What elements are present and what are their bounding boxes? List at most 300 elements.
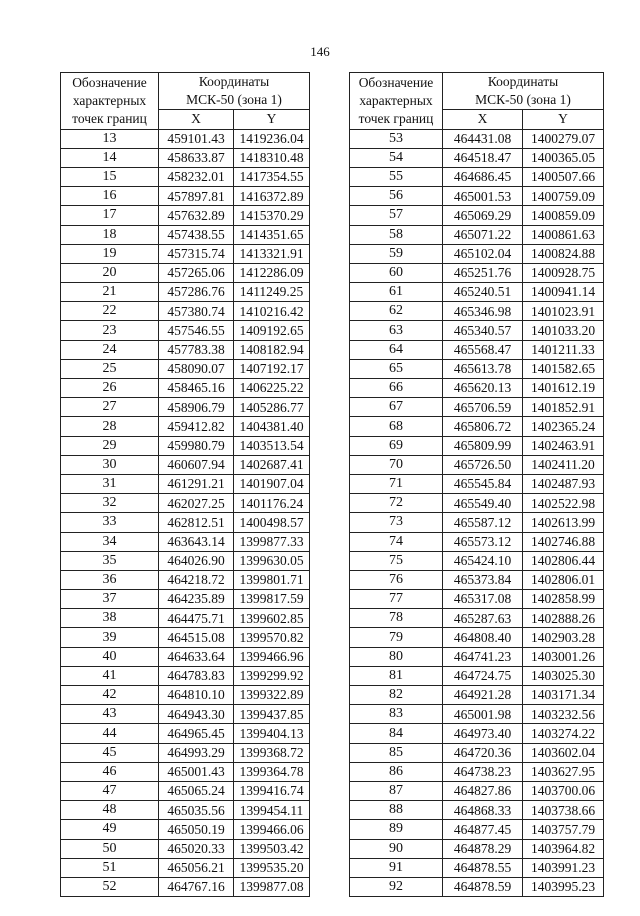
point-number-cell: 43 (61, 705, 159, 724)
point-number-cell: 34 (61, 532, 159, 551)
table-row (61, 705, 310, 724)
x-coordinate-cell: 465001.43 (159, 762, 234, 781)
x-coordinate-cell: 465549.40 (443, 494, 523, 513)
table-row (350, 686, 604, 705)
point-designation-header (61, 73, 159, 130)
table-body (61, 129, 310, 897)
x-coordinate-cell: 464827.86 (443, 781, 523, 800)
point-number-cell: 90 (350, 839, 443, 858)
table-row (61, 340, 310, 359)
x-coordinate-cell: 464767.16 (159, 877, 234, 896)
table-row (61, 417, 310, 436)
point-number-cell: 69 (350, 436, 443, 455)
y-coordinate-cell: 1403513.54 (234, 436, 310, 455)
table-row (350, 781, 604, 800)
header-line: характерных (72, 93, 147, 109)
y-coordinate-cell: 1399322.89 (234, 686, 310, 705)
x-coordinate-cell: 465346.98 (443, 302, 523, 321)
y-coordinate-cell: 1413321.91 (234, 244, 310, 263)
y-coordinate-cell: 1408182.94 (234, 340, 310, 359)
point-number-cell: 29 (61, 436, 159, 455)
table-row (350, 283, 604, 302)
x-coordinate-cell: 465568.47 (443, 340, 523, 359)
header-line: точек границ (72, 111, 147, 127)
point-number-cell: 40 (61, 647, 159, 666)
table-row (350, 647, 604, 666)
y-coordinate-cell: 1401907.04 (234, 474, 310, 493)
table-row (61, 474, 310, 493)
point-number-cell: 48 (61, 801, 159, 820)
point-number-cell: 76 (350, 570, 443, 589)
y-coordinate-cell: 1410216.42 (234, 302, 310, 321)
x-coordinate-cell: 457286.76 (159, 283, 234, 302)
y-coordinate-cell: 1399466.06 (234, 820, 310, 839)
y-coordinate-cell: 1400941.14 (523, 283, 604, 302)
table-row (61, 494, 310, 513)
y-coordinate-cell: 1402903.28 (523, 628, 604, 647)
table-row (350, 129, 604, 148)
y-coordinate-cell: 1403991.23 (523, 858, 604, 877)
x-coordinate-cell: 465545.84 (443, 474, 523, 493)
point-number-cell: 81 (350, 666, 443, 685)
point-number-cell: 53 (350, 129, 443, 148)
table-row (61, 436, 310, 455)
y-coordinate-cell: 1399437.85 (234, 705, 310, 724)
x-coordinate-cell: 464720.36 (443, 743, 523, 762)
y-coordinate-cell: 1403700.06 (523, 781, 604, 800)
table-row (61, 129, 310, 148)
point-number-cell: 32 (61, 494, 159, 513)
coordinates-table-right (349, 72, 604, 897)
y-coordinate-cell: 1401023.91 (523, 302, 604, 321)
x-coordinate-cell: 457438.55 (159, 225, 234, 244)
point-number-cell: 27 (61, 398, 159, 417)
y-coordinate-cell: 1402888.26 (523, 609, 604, 628)
x-coordinate-cell: 463643.14 (159, 532, 234, 551)
table-row (350, 455, 604, 474)
table-row (61, 877, 310, 896)
y-coordinate-cell: 1399570.82 (234, 628, 310, 647)
point-number-cell: 91 (350, 858, 443, 877)
y-coordinate-cell: 1399466.96 (234, 647, 310, 666)
table-row (350, 417, 604, 436)
header-line: Обозначение (358, 75, 434, 90)
y-coordinate-cell: 1402487.93 (523, 474, 604, 493)
x-coordinate-cell: 457265.06 (159, 263, 234, 282)
y-coordinate-cell: 1399877.33 (234, 532, 310, 551)
table-row (350, 628, 604, 647)
x-coordinate-cell: 462027.25 (159, 494, 234, 513)
coordinates-group-header (159, 73, 310, 110)
table-row (350, 724, 604, 743)
point-number-cell: 30 (61, 455, 159, 474)
x-coordinate-cell: 465706.59 (443, 398, 523, 417)
point-number-cell: 75 (350, 551, 443, 570)
y-coordinate-cell: 1403232.56 (523, 705, 604, 724)
point-number-cell: 22 (61, 302, 159, 321)
y-coordinate-cell: 1400928.75 (523, 263, 604, 282)
table-row (61, 743, 310, 762)
point-number-cell: 87 (350, 781, 443, 800)
x-coordinate-cell: 464921.28 (443, 686, 523, 705)
point-number-cell: 37 (61, 590, 159, 609)
y-coordinate-cell: 1399299.92 (234, 666, 310, 685)
table-row (61, 628, 310, 647)
x-coordinate-cell: 464633.64 (159, 647, 234, 666)
table-row (350, 167, 604, 186)
point-number-cell: 26 (61, 379, 159, 398)
table-row (61, 206, 310, 225)
y-coordinate-cell: 1416372.89 (234, 187, 310, 206)
point-number-cell: 84 (350, 724, 443, 743)
point-number-cell: 55 (350, 167, 443, 186)
x-coordinate-cell: 465050.19 (159, 820, 234, 839)
table-row (61, 455, 310, 474)
table-row (61, 590, 310, 609)
y-coordinate-cell: 1412286.09 (234, 263, 310, 282)
point-number-cell: 73 (350, 513, 443, 532)
x-coordinate-cell: 465035.56 (159, 801, 234, 820)
y-coordinate-cell: 1399801.71 (234, 570, 310, 589)
table-row (350, 436, 604, 455)
point-number-cell: 38 (61, 609, 159, 628)
table-row (350, 187, 604, 206)
x-column-header: X (443, 110, 523, 129)
x-coordinate-cell: 464878.55 (443, 858, 523, 877)
table-row (350, 225, 604, 244)
table-row (61, 283, 310, 302)
point-number-cell: 82 (350, 686, 443, 705)
x-coordinate-cell: 460607.94 (159, 455, 234, 474)
table-row (61, 801, 310, 820)
point-number-cell: 17 (61, 206, 159, 225)
y-coordinate-cell: 1400498.57 (234, 513, 310, 532)
table-row (61, 263, 310, 282)
y-coordinate-cell: 1407192.17 (234, 359, 310, 378)
table-row (61, 167, 310, 186)
x-coordinate-cell: 465020.33 (159, 839, 234, 858)
table-row (350, 801, 604, 820)
y-coordinate-cell: 1402806.01 (523, 570, 604, 589)
y-coordinate-cell: 1400759.09 (523, 187, 604, 206)
table-row (350, 839, 604, 858)
y-coordinate-cell: 1403171.34 (523, 686, 604, 705)
table-row (350, 398, 604, 417)
y-coordinate-cell: 1399503.42 (234, 839, 310, 858)
x-coordinate-cell: 465726.50 (443, 455, 523, 474)
point-number-cell: 46 (61, 762, 159, 781)
point-number-cell: 71 (350, 474, 443, 493)
x-coordinate-cell: 464218.72 (159, 570, 234, 589)
x-coordinate-cell: 465806.72 (443, 417, 523, 436)
table-row (61, 858, 310, 877)
x-coordinate-cell: 464973.40 (443, 724, 523, 743)
point-number-cell: 60 (350, 263, 443, 282)
header-line: точек границ (358, 111, 434, 127)
table-row (350, 321, 604, 340)
table-row (350, 359, 604, 378)
header-line: МСК-50 (зона 1) (186, 92, 282, 108)
y-column-header: Y (234, 110, 310, 129)
x-coordinate-cell: 458090.07 (159, 359, 234, 378)
table-row (350, 762, 604, 781)
table-row (61, 225, 310, 244)
point-number-cell: 49 (61, 820, 159, 839)
x-coordinate-cell: 457783.38 (159, 340, 234, 359)
coordinates-group-header (443, 73, 604, 110)
y-coordinate-cell: 1403274.22 (523, 724, 604, 743)
table-row (61, 513, 310, 532)
x-coordinate-cell: 465069.29 (443, 206, 523, 225)
y-coordinate-cell: 1399368.72 (234, 743, 310, 762)
y-coordinate-cell: 1399630.05 (234, 551, 310, 570)
x-coordinate-cell: 465001.98 (443, 705, 523, 724)
table-row (350, 513, 604, 532)
table-row (61, 724, 310, 743)
point-number-cell: 80 (350, 647, 443, 666)
point-number-cell: 33 (61, 513, 159, 532)
table-row (350, 244, 604, 263)
header-line: Обозначение (72, 75, 147, 90)
y-coordinate-cell: 1401612.19 (523, 379, 604, 398)
point-number-cell: 23 (61, 321, 159, 340)
point-number-cell: 57 (350, 206, 443, 225)
x-coordinate-cell: 464431.08 (443, 129, 523, 148)
x-coordinate-cell: 464808.40 (443, 628, 523, 647)
x-coordinate-cell: 465809.99 (443, 436, 523, 455)
x-coordinate-cell: 465056.21 (159, 858, 234, 877)
y-coordinate-cell: 1414351.65 (234, 225, 310, 244)
y-coordinate-cell: 1406225.22 (234, 379, 310, 398)
y-coordinate-cell: 1403995.23 (523, 877, 604, 896)
table-row (350, 206, 604, 225)
table-row (61, 686, 310, 705)
point-number-cell: 31 (61, 474, 159, 493)
x-coordinate-cell: 464943.30 (159, 705, 234, 724)
point-number-cell: 67 (350, 398, 443, 417)
x-coordinate-cell: 464810.10 (159, 686, 234, 705)
table-row (61, 379, 310, 398)
table-row (350, 532, 604, 551)
x-coordinate-cell: 464515.08 (159, 628, 234, 647)
point-number-cell: 41 (61, 666, 159, 685)
y-coordinate-cell: 1402365.24 (523, 417, 604, 436)
y-coordinate-cell: 1415370.29 (234, 206, 310, 225)
y-coordinate-cell: 1399416.74 (234, 781, 310, 800)
x-coordinate-cell: 465424.10 (443, 551, 523, 570)
y-coordinate-cell: 1400859.09 (523, 206, 604, 225)
x-coordinate-cell: 465071.22 (443, 225, 523, 244)
y-coordinate-cell: 1401852.91 (523, 398, 604, 417)
point-number-cell: 16 (61, 187, 159, 206)
x-coordinate-cell: 465102.04 (443, 244, 523, 263)
point-number-cell: 13 (61, 129, 159, 148)
point-number-cell: 83 (350, 705, 443, 724)
table-row (61, 820, 310, 839)
table-row (61, 532, 310, 551)
x-coordinate-cell: 457380.74 (159, 302, 234, 321)
y-coordinate-cell: 1401582.65 (523, 359, 604, 378)
point-number-cell: 65 (350, 359, 443, 378)
table-row (350, 609, 604, 628)
x-coordinate-cell: 457897.81 (159, 187, 234, 206)
table-row (350, 820, 604, 839)
x-coordinate-cell: 464686.45 (443, 167, 523, 186)
x-coordinate-cell: 465587.12 (443, 513, 523, 532)
y-coordinate-cell: 1405286.77 (234, 398, 310, 417)
x-coordinate-cell: 464235.89 (159, 590, 234, 609)
y-coordinate-cell: 1399877.08 (234, 877, 310, 896)
y-coordinate-cell: 1418310.48 (234, 148, 310, 167)
point-number-cell: 21 (61, 283, 159, 302)
y-coordinate-cell: 1417354.55 (234, 167, 310, 186)
y-coordinate-cell: 1400365.05 (523, 148, 604, 167)
table-row (61, 359, 310, 378)
x-coordinate-cell: 464878.59 (443, 877, 523, 896)
table-row (350, 340, 604, 359)
point-number-cell: 74 (350, 532, 443, 551)
point-designation-header (350, 73, 443, 130)
y-coordinate-cell: 1399454.11 (234, 801, 310, 820)
table-row (350, 743, 604, 762)
x-coordinate-cell: 465251.76 (443, 263, 523, 282)
page-number: 146 (310, 44, 330, 59)
x-coordinate-cell: 459101.43 (159, 129, 234, 148)
y-coordinate-cell: 1402858.99 (523, 590, 604, 609)
point-number-cell: 58 (350, 225, 443, 244)
table-row (61, 647, 310, 666)
x-coordinate-cell: 464741.23 (443, 647, 523, 666)
x-coordinate-cell: 457546.55 (159, 321, 234, 340)
x-coordinate-cell: 465613.78 (443, 359, 523, 378)
point-number-cell: 78 (350, 609, 443, 628)
point-number-cell: 28 (61, 417, 159, 436)
y-coordinate-cell: 1419236.04 (234, 129, 310, 148)
y-coordinate-cell: 1399535.20 (234, 858, 310, 877)
y-coordinate-cell: 1403738.66 (523, 801, 604, 820)
point-number-cell: 68 (350, 417, 443, 436)
y-coordinate-cell: 1409192.65 (234, 321, 310, 340)
y-coordinate-cell: 1404381.40 (234, 417, 310, 436)
x-coordinate-cell: 461291.21 (159, 474, 234, 493)
point-number-cell: 56 (350, 187, 443, 206)
point-number-cell: 54 (350, 148, 443, 167)
point-number-cell: 14 (61, 148, 159, 167)
x-coordinate-cell: 464868.33 (443, 801, 523, 820)
y-coordinate-cell: 1403627.95 (523, 762, 604, 781)
y-coordinate-cell: 1403001.26 (523, 647, 604, 666)
table-row (350, 379, 604, 398)
y-coordinate-cell: 1402411.20 (523, 455, 604, 474)
x-coordinate-cell: 464783.83 (159, 666, 234, 685)
point-number-cell: 86 (350, 762, 443, 781)
table-row (61, 551, 310, 570)
y-coordinate-cell: 1403964.82 (523, 839, 604, 858)
point-number-cell: 92 (350, 877, 443, 896)
table-row (350, 551, 604, 570)
table-row (350, 590, 604, 609)
point-number-cell: 24 (61, 340, 159, 359)
y-coordinate-cell: 1399404.13 (234, 724, 310, 743)
point-number-cell: 70 (350, 455, 443, 474)
header-line: Координаты (198, 74, 270, 89)
y-coordinate-cell: 1402613.99 (523, 513, 604, 532)
point-number-cell: 20 (61, 263, 159, 282)
point-number-cell: 79 (350, 628, 443, 647)
table-row (350, 148, 604, 167)
y-coordinate-cell: 1403025.30 (523, 666, 604, 685)
point-number-cell: 51 (61, 858, 159, 877)
table-row (350, 858, 604, 877)
x-coordinate-cell: 464475.71 (159, 609, 234, 628)
table-row (61, 762, 310, 781)
x-coordinate-cell: 464738.23 (443, 762, 523, 781)
point-number-cell: 18 (61, 225, 159, 244)
x-coordinate-cell: 464518.47 (443, 148, 523, 167)
table-row (350, 705, 604, 724)
table-row (350, 302, 604, 321)
header-line: характерных (359, 93, 433, 109)
y-column-header: Y (523, 110, 604, 129)
header-line: Координаты (487, 74, 559, 89)
table-row (350, 494, 604, 513)
x-coordinate-cell: 465317.08 (443, 590, 523, 609)
x-coordinate-cell: 465240.51 (443, 283, 523, 302)
x-coordinate-cell: 465001.53 (443, 187, 523, 206)
x-coordinate-cell: 464993.29 (159, 743, 234, 762)
x-coordinate-cell: 464965.45 (159, 724, 234, 743)
point-number-cell: 72 (350, 494, 443, 513)
table-body (350, 129, 604, 897)
y-coordinate-cell: 1402687.41 (234, 455, 310, 474)
table-row (61, 666, 310, 685)
point-number-cell: 77 (350, 590, 443, 609)
y-coordinate-cell: 1399364.78 (234, 762, 310, 781)
point-number-cell: 52 (61, 877, 159, 896)
x-coordinate-cell: 458232.01 (159, 167, 234, 186)
coordinates-table-left (60, 72, 310, 897)
point-number-cell: 85 (350, 743, 443, 762)
point-number-cell: 19 (61, 244, 159, 263)
table-row (61, 187, 310, 206)
x-coordinate-cell: 458633.87 (159, 148, 234, 167)
point-number-cell: 62 (350, 302, 443, 321)
table-row (61, 570, 310, 589)
x-coordinate-cell: 464877.45 (443, 820, 523, 839)
x-coordinate-cell: 462812.51 (159, 513, 234, 532)
table-row (61, 321, 310, 340)
x-coordinate-cell: 464026.90 (159, 551, 234, 570)
x-coordinate-cell: 457315.74 (159, 244, 234, 263)
y-coordinate-cell: 1402806.44 (523, 551, 604, 570)
y-coordinate-cell: 1402463.91 (523, 436, 604, 455)
y-coordinate-cell: 1401033.20 (523, 321, 604, 340)
point-number-cell: 66 (350, 379, 443, 398)
x-coordinate-cell: 465373.84 (443, 570, 523, 589)
y-coordinate-cell: 1411249.25 (234, 283, 310, 302)
point-number-cell: 61 (350, 283, 443, 302)
x-coordinate-cell: 458906.79 (159, 398, 234, 417)
table-row (61, 244, 310, 263)
x-coordinate-cell: 465287.63 (443, 609, 523, 628)
x-coordinate-cell: 465340.57 (443, 321, 523, 340)
point-number-cell: 42 (61, 686, 159, 705)
point-number-cell: 64 (350, 340, 443, 359)
x-coordinate-cell: 465065.24 (159, 781, 234, 800)
x-coordinate-cell: 458465.16 (159, 379, 234, 398)
point-number-cell: 88 (350, 801, 443, 820)
x-coordinate-cell: 464878.29 (443, 839, 523, 858)
